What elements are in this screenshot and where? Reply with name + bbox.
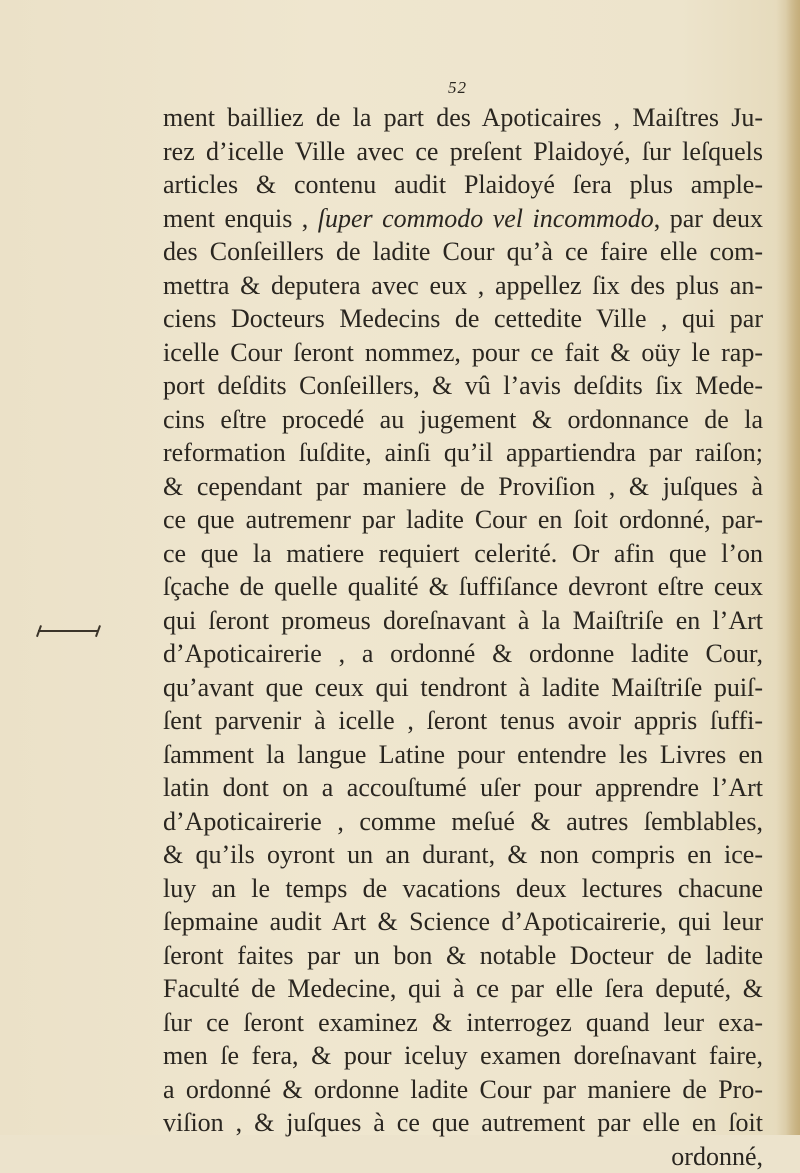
page-edge-shadow [786, 0, 800, 1135]
text-line [163, 302, 763, 336]
text-segment: des Conſeillers de ladite Cour qu’à ce faire elle com- [163, 237, 763, 266]
text-line [163, 570, 763, 604]
text-segment: & cependant par maniere de Proviſion , & juſques à [163, 472, 763, 501]
text-line [163, 436, 763, 470]
text-line [163, 403, 763, 437]
text-line [163, 704, 763, 738]
text-segment: ſeront faites par un bon & notable Docteur de ladite [163, 941, 763, 970]
text-line [163, 369, 763, 403]
text-line [163, 1106, 763, 1140]
margin-mark [38, 630, 98, 632]
text-line [163, 738, 763, 772]
text-line [163, 135, 763, 169]
text-line [163, 1039, 763, 1073]
text-segment: qui ſeront promeus doreſnavant à la Maiſtriſe en l’Art [163, 606, 763, 635]
text-line [163, 336, 763, 370]
text-line [163, 939, 763, 973]
text-segment: mettra & deputera avec eux , appellez ſix des plus an- [163, 271, 763, 300]
text-segment: ſur ce ſeront examinez & interrogez quand leur exa- [163, 1008, 763, 1037]
text-segment: ſepmaine audit Art & Science d’Apoticairerie, qui leur [163, 907, 763, 936]
body-text [163, 101, 763, 1173]
text-line [163, 470, 763, 504]
text-line [163, 269, 763, 303]
text-line [163, 168, 763, 202]
text-segment: reformation ſuſdite, ainſi qu’il appartiendra par raiſon; [163, 438, 763, 467]
text-segment: , par deux [654, 204, 763, 233]
text-line [163, 1073, 763, 1107]
text-line [163, 838, 763, 872]
text-line [163, 671, 763, 705]
text-line [163, 972, 763, 1006]
text-line [163, 771, 763, 805]
text-line [163, 1140, 763, 1173]
text-line [163, 537, 763, 571]
text-line [163, 101, 763, 135]
text-line [163, 503, 763, 537]
text-segment: ordonné, [671, 1142, 763, 1171]
text-line [163, 805, 763, 839]
text-segment: d’Apoticairerie , a ordonné & ordonne ladite Cour, [163, 639, 763, 668]
text-segment: rez d’icelle Ville avec ce preſent Plaidoyé, ſur leſquels [163, 137, 763, 166]
text-segment: ſuper commodo vel incommodo [318, 204, 654, 233]
text-line [163, 604, 763, 638]
text-segment: ſçache de quelle qualité & ſuffiſance devront eſtre ceux [163, 572, 763, 601]
text-line [163, 235, 763, 269]
text-line [163, 637, 763, 671]
text-segment: ment bailliez de la part des Apoticaires , Maiſtres Ju- [163, 103, 763, 132]
text-segment: a ordonné & ordonne ladite Cour par maniere de Pro- [163, 1075, 763, 1104]
text-segment: d’Apoticairerie , comme meſué & autres ſemblables, [163, 807, 763, 836]
text-segment: ſamment la langue Latine pour entendre les Livres en [163, 740, 763, 769]
text-segment: Faculté de Medecine, qui à ce par elle ſera deputé, & [163, 974, 763, 1003]
text-segment: ſent parvenir à icelle , ſeront tenus avoir appris ſuffi- [163, 706, 763, 735]
text-segment: latin dont on a accouſtumé uſer pour apprendre l’Art [163, 773, 763, 802]
text-line [163, 905, 763, 939]
text-segment: ce que autremenr par ladite Cour en ſoit ordonné, par- [163, 505, 763, 534]
text-segment: ment enquis , [163, 204, 318, 233]
text-segment: & qu’ils oyront un an durant, & non compris en ice- [163, 840, 763, 869]
text-segment: ciens Docteurs Medecins de cettedite Ville , qui par [163, 304, 763, 333]
page-number: 52 [448, 78, 467, 98]
text-segment: viſion , & juſques à ce que autrement par elle en ſoit [163, 1108, 763, 1137]
text-segment: men ſe fera, & pour iceluy examen doreſnavant faire, [163, 1041, 763, 1070]
text-line [163, 872, 763, 906]
text-segment: icelle Cour ſeront nommez, pour ce fait & oüy le rap- [163, 338, 763, 367]
text-segment: ce que la matiere requiert celerité. Or afin que l’on [163, 539, 763, 568]
text-segment: articles & contenu audit Plaidoyé ſera plus ample- [163, 170, 763, 199]
text-segment: port deſdits Conſeillers, & vû l’avis deſdits ſix Mede- [163, 371, 763, 400]
text-line [163, 202, 763, 236]
text-line [163, 1006, 763, 1040]
text-segment: luy an le temps de vacations deux lectures chacune [163, 874, 763, 903]
text-segment: qu’avant que ceux qui tendront à ladite Maiſtriſe puiſ- [163, 673, 763, 702]
text-segment: cins eſtre procedé au jugement & ordonnance de la [163, 405, 763, 434]
